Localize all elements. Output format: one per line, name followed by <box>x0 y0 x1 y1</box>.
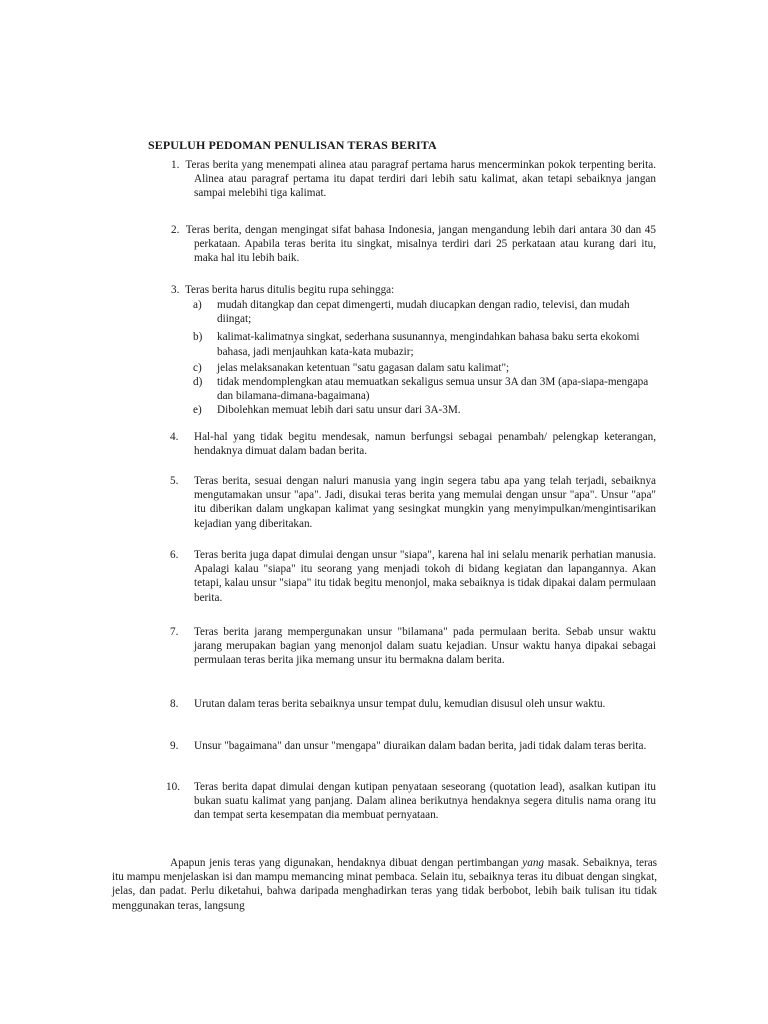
document-title: SEPULUH PEDOMAN PENULISAN TERAS BERITA <box>148 138 437 152</box>
sub-item-d <box>193 375 656 403</box>
list-item-number: 2. <box>171 224 180 236</box>
list-item-6-number: 6. <box>170 549 179 561</box>
sub-list <box>193 298 656 418</box>
list-item-5-number: 5. <box>170 475 179 487</box>
sub-item-letter: c) <box>193 361 202 374</box>
sub-item-text: mudah ditangkap dan cepat dimengerti, mudah diucapkan dengan radio, televisi, dan mudah diingat; <box>217 299 630 326</box>
list-item-8-text: Urutan dalam teras berita sebaiknya unsur tempat dulu, kemudian disusul oleh unsur waktu. <box>194 698 606 710</box>
sub-item-letter: e) <box>193 404 202 417</box>
sub-item-text: tidak mendomplengkan atau memuatkan sekaligus semua unsur 3A dan 3M (apa-siapa-mengapa dan bilamana-dimana-bagaimana) <box>217 376 649 403</box>
list-item-10-number: 10. <box>166 781 180 793</box>
list-item-2 <box>171 223 656 266</box>
list-item-6-text: Teras berita juga dapat dimulai dengan unsur "siapa", karena hal ini selalu menarik perhatian manusia. Apalagi kalau "siapa" itu seorang yang menjadi tokoh di bidang kegiatan dan lapangannya. Akan tetapi, kalau unsur "siapa" itu tidak begitu menonjol, maka sebaiknya is tidak dipakai dalam permulaan berita. <box>194 549 656 604</box>
list-item-4-text: Hal-hal yang tidak begitu mendesak, namun berfungsi sebagai penambah/ pelengkap keterangan, hendaknya dimuat dalam badan berita. <box>194 431 656 458</box>
list-item-7-number: 7. <box>170 626 179 638</box>
sub-item-text: Dibolehkan memuat lebih dari satu unsur dari 3A-3M. <box>217 404 461 417</box>
list-item-text: Teras berita yang menempati alinea atau paragraf pertama harus mencerminkan pokok terpenting berita. Alinea atau paragraf pertama itu dapat terdiri dari lebih satu kalimat, akan tetapi sebaiknya jangan sampai melebihi tiga kalimat. <box>185 159 656 200</box>
list-item-number: 1. <box>171 159 180 171</box>
closing-text-end: masak. Sebaiknya, teras itu mampu menjelaskan isi dan mampu memancing minat pembaca. Selain itu, sebaiknya teras itu dibuat dengan singkat, jelas, dan padat. Perlu diketahui, bahwa daripada menghadirkan teras yang tidak berbobot, lebih baik tulisan itu tidak menggunakan teras, langsung <box>112 857 658 912</box>
sub-item-b <box>193 330 656 358</box>
sub-item-text: kalimat-kalimatnya singkat, sederhana susunannya, mengindahkan bahasa baku serta ekokomi bahasa, jadi menjauhkan kata-kata mubazir; <box>217 331 640 358</box>
sub-item-text: jelas melaksanakan ketentuan "satu gagasan dalam satu kalimat"; <box>217 361 510 374</box>
list-item-1-body <box>171 158 656 201</box>
list-item-number: 3. <box>171 284 180 296</box>
list-item-text: Teras berita, dengan mengingat sifat bahasa Indonesia, jangan mengandung lebih dari antara 30 dan 45 perkataan. Apabila teras berita itu singkat, misalnya terdiri dari 25 perkataan atau kurang dari itu, maka hal itu lebih baik. <box>185 224 656 265</box>
list-item-1 <box>171 158 656 201</box>
sub-item-e <box>193 403 656 417</box>
list-item-9-text: Unsur "bagaimana" dan unsur "mengapa" diuraikan dalam badan berita, jadi tidak dalam teras berita. <box>194 740 647 752</box>
sub-item-letter: a) <box>193 299 202 311</box>
sub-item-letter: b) <box>193 331 203 344</box>
list-item-text: Teras berita harus ditulis begitu rupa sehingga: <box>185 284 395 296</box>
list-item-8-number: 8. <box>170 698 179 710</box>
sub-item-c <box>193 361 656 375</box>
list-item-4-number: 4. <box>170 431 179 443</box>
closing-paragraph <box>112 856 657 913</box>
list-item-3 <box>171 283 656 297</box>
list-item-2-body <box>171 223 656 266</box>
sub-item-a <box>193 298 656 326</box>
sub-item-letter: d) <box>193 376 203 389</box>
closing-italic-word: yang <box>522 857 545 869</box>
list-item-7-text: Teras berita jarang mempergunakan unsur "bilamana" pada permulaan berita. Sebab unsur waktu jarang merupakan bagian yang menonjol dalam suatu kejadian. Unsur waktu hanya dipakai sebagai permulaan teras berita jika memang unsur itu bermakna dalam berita. <box>194 626 656 667</box>
list-item-5-text: Teras berita, sesuai dengan naluri manusia yang ingin segera tabu apa yang telah terjadi, sebaiknya mengutamakan unsur "apa". Jadi, disukai teras berita yang memulai dengan unsur "apa". Unsur "apa" itu diberikan dalam ungkapan kalimat yang sesingkat mungkin yang menyimpulkan/mengintisarikan kejadian yang diberitakan. <box>194 475 656 530</box>
closing-text-start: Apapun jenis teras yang digunakan, hendaknya dibuat dengan pertimbangan <box>170 857 519 869</box>
list-item-10-text: Teras berita dapat dimulai dengan kutipan penyataan seseorang (quotation lead), asalkan kutipan itu bukan suatu kalimat yang panjang. Dalam alinea berikutnya hendaknya segera ditulis nama orang itu dan tempat serta kesempatan dia membuat pernyataan. <box>194 781 656 822</box>
list-item-9-number: 9. <box>170 740 179 752</box>
